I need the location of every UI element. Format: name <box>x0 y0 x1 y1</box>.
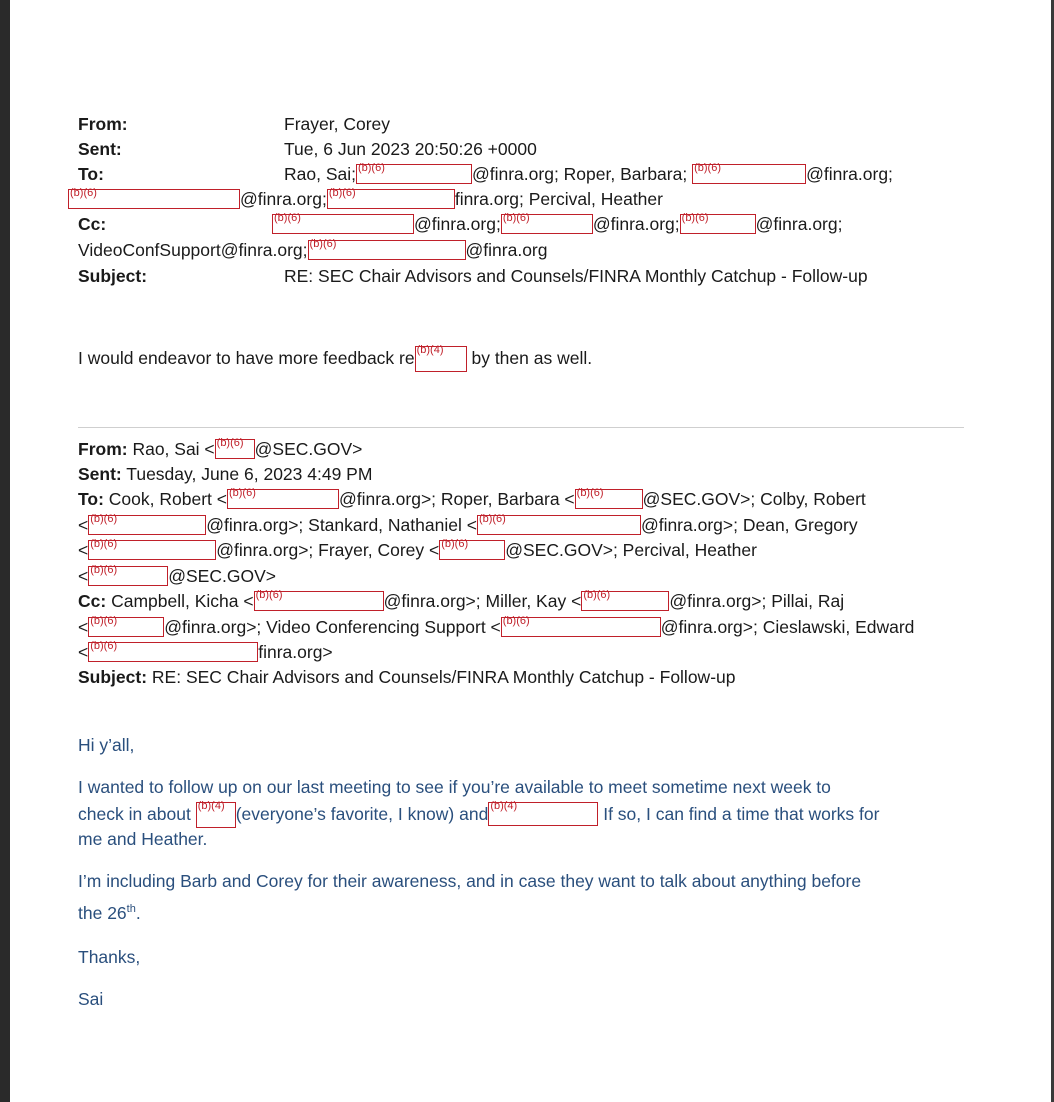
paragraph-2-line-2 <box>78 902 141 924</box>
to-text: finra.org; Percival, Heather <box>454 189 663 209</box>
redaction-box <box>88 617 164 637</box>
quoted-text: @finra.org>; Cieslawski, Edward <box>660 617 915 637</box>
separator-line <box>78 427 964 428</box>
paragraph-1-line-3: me and Heather. <box>78 829 208 849</box>
sent-label: Sent: <box>78 139 122 159</box>
to-line-1 <box>284 163 893 185</box>
cc-line-1 <box>272 213 842 235</box>
quoted-text: < <box>78 566 89 586</box>
redaction-box <box>88 642 258 662</box>
cc-line-2 <box>78 239 548 261</box>
redaction-code: (b)(6) <box>228 487 256 499</box>
redaction-code: (b)(6) <box>309 238 337 250</box>
quoted-text: @finra.org>; Video Conferencing Support < <box>164 617 501 637</box>
quoted-cc-line-1 <box>78 590 844 612</box>
redaction-box <box>692 164 806 184</box>
redaction-code: (b)(6) <box>70 187 97 199</box>
message-text: the 26 <box>78 903 127 923</box>
quoted-from <box>78 438 362 460</box>
redaction-code: (b)(6) <box>478 513 506 525</box>
redaction-box <box>227 489 339 509</box>
quoted-to-line-2 <box>78 514 858 536</box>
scan-left-edge <box>0 0 10 1102</box>
redaction-code: (b)(6) <box>328 187 356 199</box>
redaction-code: (b)(6) <box>694 162 721 174</box>
redaction-box <box>415 346 467 372</box>
sent-value: Tue, 6 Jun 2023 20:50:26 +0000 <box>284 139 537 159</box>
redaction-box <box>68 189 240 209</box>
message-text: (everyone’s favorite, I know) and <box>235 804 489 824</box>
redaction-code: (b)(6) <box>90 564 118 576</box>
redaction-code: (b)(6) <box>255 589 283 601</box>
to-text: Rao, Sai; <box>284 164 356 184</box>
redaction-box <box>581 591 669 611</box>
quoted-text: < <box>78 642 89 662</box>
from-value: Frayer, Corey <box>284 114 390 134</box>
quoted-text: @finra.org>; Stankard, Nathaniel < <box>206 515 477 535</box>
quoted-text: @finra.org>; Frayer, Corey < <box>216 540 440 560</box>
quoted-cc-line-3 <box>78 641 333 663</box>
closing-thanks: Thanks, <box>78 947 141 967</box>
paragraph-1-line-2 <box>78 802 879 828</box>
reply-text: I would endeavor to have more feedback re <box>78 348 415 368</box>
to-label: To: <box>78 164 104 184</box>
redaction-box <box>88 540 216 560</box>
quoted-text: @SEC.GOV>; Percival, Heather <box>505 540 757 560</box>
greeting: Hi y’all, <box>78 735 135 755</box>
signature: Sai <box>78 989 104 1009</box>
quoted-sent <box>78 463 372 485</box>
reply-body <box>78 346 592 372</box>
redaction-code: (b)(6) <box>274 212 301 224</box>
redaction-box <box>308 240 466 260</box>
quoted-cc-line-2 <box>78 616 914 638</box>
redaction-box <box>501 214 593 234</box>
redaction-code: (b)(6) <box>90 538 118 550</box>
redaction-box <box>196 802 236 828</box>
redaction-code: (b)(6) <box>502 615 530 627</box>
quoted-text: < <box>78 540 89 560</box>
quoted-text: @SEC.GOV>; Colby, Robert <box>642 489 866 509</box>
from-label: From: <box>78 114 128 134</box>
cc-text: @finra.org; <box>755 214 843 234</box>
redaction-box <box>488 802 598 826</box>
quoted-text: @SEC.GOV> <box>254 439 363 459</box>
quoted-to-line-4 <box>78 565 276 587</box>
quoted-text: Rao, Sai < <box>132 439 215 459</box>
to-line-2 <box>68 188 663 210</box>
quoted-text: Campbell, Kicha < <box>111 591 254 611</box>
redaction-box <box>215 439 255 459</box>
redaction-box <box>272 214 414 234</box>
redaction-box <box>254 591 384 611</box>
quoted-text: RE: SEC Chair Advisors and Counsels/FINRA Monthly Catchup - Follow-up <box>151 667 736 687</box>
cc-label: Cc: <box>78 214 107 234</box>
redaction-box <box>88 515 206 535</box>
quoted-text: Cook, Robert < <box>108 489 227 509</box>
quoted-to-line-3 <box>78 539 757 561</box>
cc-text: @finra.org; <box>414 214 501 234</box>
redaction-code: (b)(6) <box>90 513 118 525</box>
redaction-code: (b)(6) <box>216 437 244 449</box>
redaction-code: (b)(4) <box>416 344 444 356</box>
redaction-code: (b)(6) <box>441 538 469 550</box>
redaction-box <box>501 617 661 637</box>
to-text: @finra.org; <box>806 164 893 184</box>
paragraph-1-line-1: I wanted to follow up on our last meeting to see if you’re available to meet sometime next week to <box>78 777 831 797</box>
redaction-box <box>88 566 168 586</box>
redaction-box <box>477 515 641 535</box>
to-text: @finra.org; <box>240 189 327 209</box>
message-text: check in about <box>78 804 191 824</box>
redaction-code: (b)(6) <box>90 615 118 627</box>
superscript: th <box>126 903 136 916</box>
redaction-box <box>356 164 472 184</box>
redaction-code: (b)(6) <box>681 212 709 224</box>
redaction-code: (b)(6) <box>583 589 611 601</box>
cc-text: @finra.org <box>465 240 548 260</box>
redaction-box <box>575 489 643 509</box>
quoted-text: @finra.org>; Dean, Gregory <box>640 515 858 535</box>
redaction-code: (b)(6) <box>576 487 604 499</box>
quoted-text: finra.org> <box>258 642 333 662</box>
message-text: If so, I can find a time that works for <box>603 804 880 824</box>
message-text: . <box>135 903 141 923</box>
quoted-text: @finra.org>; Miller, Kay < <box>383 591 582 611</box>
redaction-box <box>327 189 455 209</box>
quoted-to-label: To: <box>78 489 104 509</box>
redaction-code: (b)(6) <box>502 212 530 224</box>
redaction-code: (b)(4) <box>490 800 518 812</box>
quoted-text: @finra.org>; Roper, Barbara < <box>338 489 575 509</box>
quoted-from-label: From: <box>78 439 128 459</box>
redaction-box <box>439 540 505 560</box>
quoted-sent-label: Sent: <box>78 464 122 484</box>
cc-text: VideoConfSupport@finra.org; <box>78 240 308 260</box>
redaction-box <box>680 214 756 234</box>
quoted-subject <box>78 666 736 688</box>
quoted-text: @finra.org>; Pillai, Raj <box>669 591 845 611</box>
subject-value: RE: SEC Chair Advisors and Counsels/FINRA Monthly Catchup - Follow-up <box>284 266 868 286</box>
to-text: @finra.org; Roper, Barbara; <box>471 164 688 184</box>
quoted-text: @SEC.GOV> <box>168 566 276 586</box>
quoted-to-line-1 <box>78 488 866 510</box>
cc-text: @finra.org; <box>592 214 680 234</box>
reply-text: by then as well. <box>471 348 593 368</box>
paragraph-2-line-1: I’m including Barb and Corey for their awareness, and in case they want to talk about anything before <box>78 871 862 891</box>
quoted-text: < <box>78 617 89 637</box>
subject-label: Subject: <box>78 266 148 286</box>
redaction-code: (b)(6) <box>90 640 118 652</box>
quoted-cc-label: Cc: <box>78 591 107 611</box>
quoted-subject-label: Subject: <box>78 667 148 687</box>
quoted-text: < <box>78 515 89 535</box>
quoted-text: Tuesday, June 6, 2023 4:49 PM <box>126 464 373 484</box>
redaction-code: (b)(4) <box>197 800 225 812</box>
redaction-code: (b)(6) <box>357 162 385 174</box>
